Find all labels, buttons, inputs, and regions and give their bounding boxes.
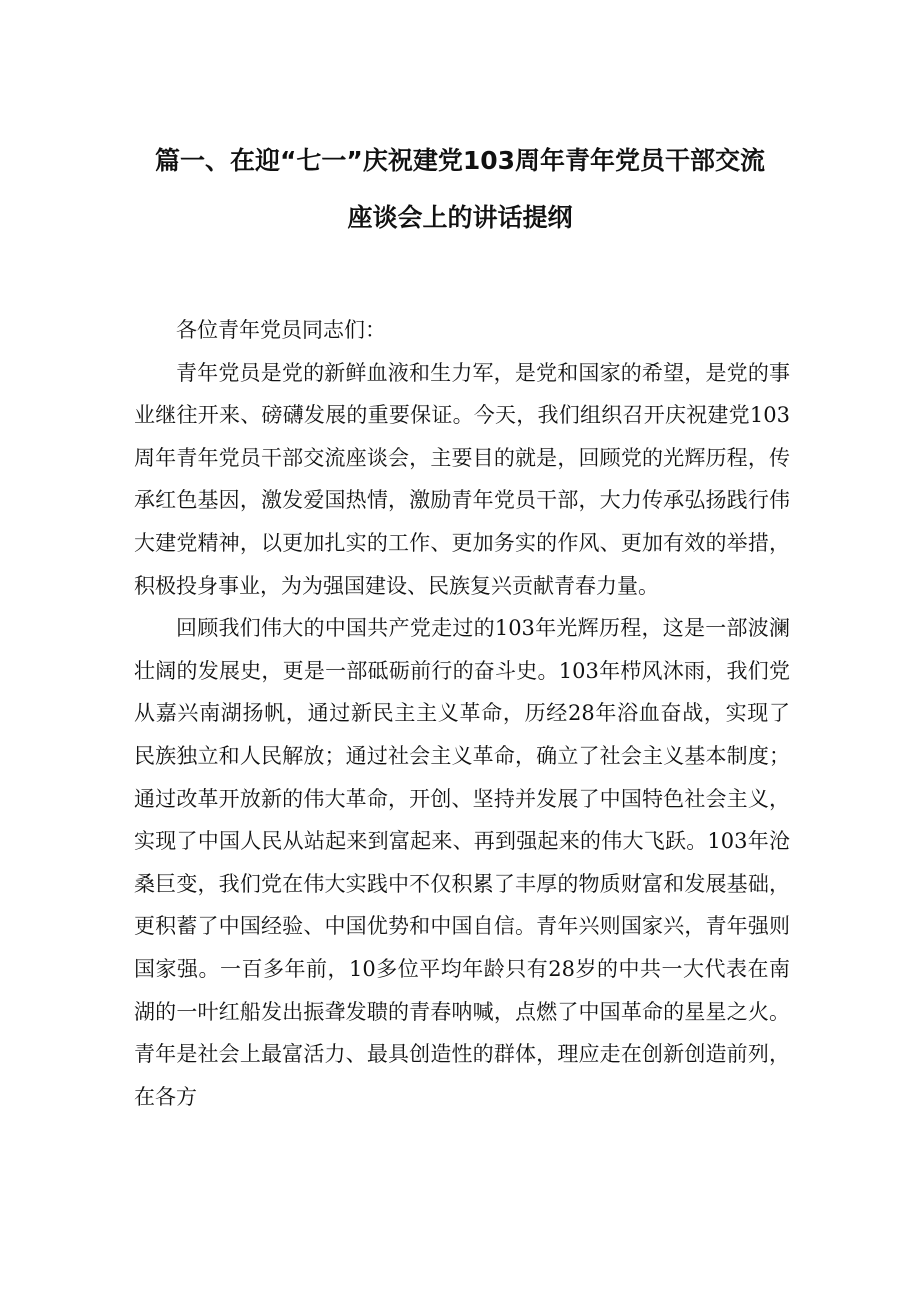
salutation-paragraph: 各位青年党员同志们： [176, 318, 386, 342]
document-body [134, 309, 790, 1118]
body-paragraph: 青年党员是党的新鲜血液和生力军，是党和国家的希望，是党的事业继往开来、磅礴发展的重要保证。今天，我们组织召开庆祝建党103周年青年党员干部交流座谈会，主要目的就是，回顾党的光辉历程，传承红色基因，激发爱国热情，激励青年党员干部，大力传承弘扬践行伟大建党精神，以更加扎实的工作、更加务实的作风、更加有效的举措，积极投身事业，为为强国建设、民族复兴贡献青春力量。 [134, 360, 790, 598]
document-title-line-1: 篇一、在迎“七一”庆祝建党103周年青年党员干部交流 [154, 146, 766, 175]
body-paragraph: 回顾我们伟大的中国共产党走过的103年光辉历程，这是一部波澜壮阔的发展史，更是一部砥砺前行的奋斗史。103年栉风沐雨，我们党从嘉兴南湖扬帆，通过新民主主义革命，历经28年浴血奋战，实现了民族独立和人民解放；通过社会主义革命，确立了社会主义基本制度；通过改革开放新的伟大革命，开创、坚持并发展了中国特色社会主义，实现了中国人民从站起来到富起来、再到强起来的伟大飞跃。103年沧桑巨变，我们党在伟大实践中不仅积累了丰厚的物质财富和发展基础，更积蓄了中国经验、中国优势和中国自信。青年兴则国家兴，青年强则国家强。一百多年前，10多位平均年龄只有28岁的中共一大代表在南湖的一叶红船发出振聋发聩的青春呐喊，点燃了中国革命的星星之火。青年是社会上最富活力、最具创造性的群体，理应走在创新创造前列，在各方 [134, 616, 790, 1109]
document-title-line-2: 座谈会上的讲话提纲 [347, 203, 573, 232]
